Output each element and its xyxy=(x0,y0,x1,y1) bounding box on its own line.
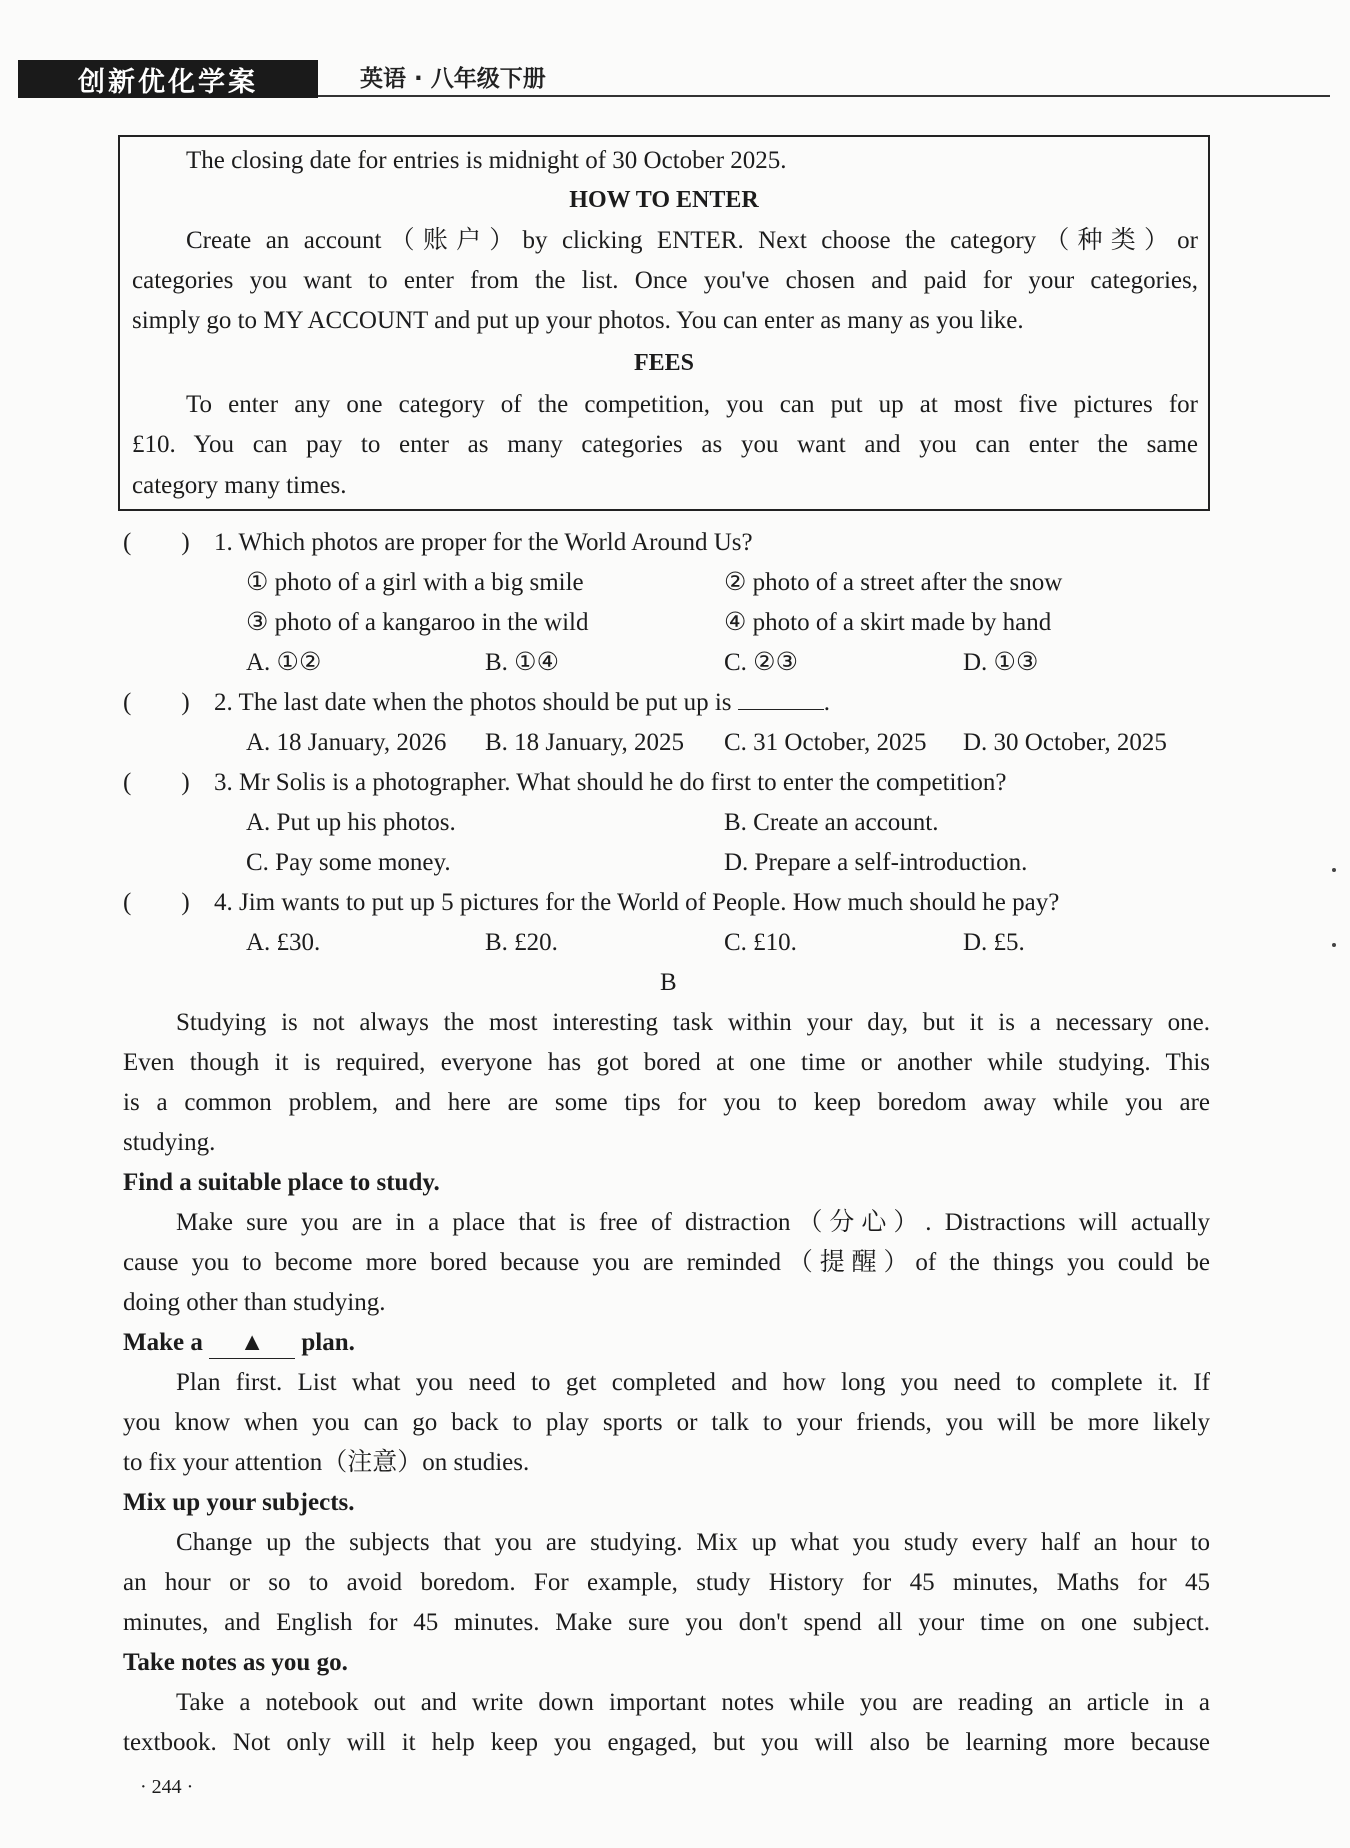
passage-line: Make sure you are in a place that is free of distraction（分心）. Distractions will actually xyxy=(176,1209,1210,1236)
book-subject: 英语 · 八年级下册 xyxy=(360,66,546,92)
q1-item: ③ photo of a kangaroo in the wild xyxy=(246,609,589,636)
q2-stem-end: . xyxy=(823,689,831,716)
fees-line: £10. You can pay to enter as many categories as you want and you can enter the same xyxy=(132,431,1198,458)
q3-option[interactable]: D. Prepare a self-introduction. xyxy=(724,849,1028,876)
q1-item: ② photo of a street after the snow xyxy=(724,569,1063,596)
passage-line: Even though it is required, everyone has got bored at one time or another while studying. This xyxy=(123,1049,1210,1076)
q2-option[interactable]: A. 18 January, 2026 xyxy=(246,729,447,756)
q4-option[interactable]: B. £20. xyxy=(485,929,558,956)
question-4-stem: 4. Jim wants to put up 5 pictures for the World of People. How much should he pay? xyxy=(214,889,1060,916)
q1-item: ④ photo of a skirt made by hand xyxy=(724,609,1052,636)
q3-option[interactable]: B. Create an account. xyxy=(724,809,939,836)
passage-line: studying. xyxy=(123,1129,216,1156)
question-1-stem: 1. Which photos are proper for the World Around Us? xyxy=(214,529,753,556)
answer-blank[interactable] xyxy=(738,689,824,710)
q1-option[interactable]: A. ①② xyxy=(246,649,322,676)
triangle-blank[interactable]: ▲ xyxy=(209,1328,295,1359)
answer-paren[interactable]: ( ) xyxy=(123,889,190,916)
fees-line: category many times. xyxy=(132,472,347,499)
passage-label: B xyxy=(660,969,677,996)
passage-line: Take a notebook out and write down important notes while you are reading an article in a xyxy=(176,1689,1210,1716)
answer-paren[interactable]: ( ) xyxy=(123,769,190,796)
question-3-stem: 3. Mr Solis is a photographer. What should he do first to enter the competition? xyxy=(214,769,1007,796)
passage-line: minutes, and English for 45 minutes. Make sure you don't spend all your time on one subject. xyxy=(123,1609,1210,1636)
passage-line: an hour or so to avoid boredom. For example, study History for 45 minutes, Maths for 45 xyxy=(123,1569,1210,1596)
tip-heading: Find a suitable place to study. xyxy=(123,1169,440,1196)
tip-heading: Take notes as you go. xyxy=(123,1649,348,1676)
how-to-enter-line: simply go to MY ACCOUNT and put up your photos. You can enter as many as you like. xyxy=(132,307,1024,334)
how-to-enter-line: Create an account（账户）by clicking ENTER. Next choose the category（种类）or xyxy=(186,227,1198,254)
tip-heading-text: Make a xyxy=(123,1329,203,1356)
fees-line: To enter any one category of the competition, you can put up at most five pictures for xyxy=(186,391,1198,418)
q2-stem-text: 2. The last date when the photos should be put up is xyxy=(214,689,732,716)
scan-mark xyxy=(1332,943,1336,947)
q3-option[interactable]: A. Put up his photos. xyxy=(246,809,456,836)
answer-paren[interactable]: ( ) xyxy=(123,689,190,716)
q1-option[interactable]: C. ②③ xyxy=(724,649,798,676)
header-divider xyxy=(318,95,1330,97)
passage-line: Change up the subjects that you are studying. Mix up what you study every half an hour to xyxy=(176,1529,1210,1556)
how-to-enter-heading: HOW TO ENTER xyxy=(569,187,759,213)
q4-option[interactable]: D. £5. xyxy=(963,929,1025,956)
page-number: · 244 · xyxy=(140,1776,194,1798)
passage-line: Plan first. List what you need to get completed and how long you need to complete it. If xyxy=(176,1369,1210,1396)
q4-option[interactable]: C. £10. xyxy=(724,929,797,956)
q1-item: ① photo of a girl with a big smile xyxy=(246,569,584,596)
q1-option[interactable]: D. ①③ xyxy=(963,649,1039,676)
passage-line: doing other than studying. xyxy=(123,1289,386,1316)
q2-option[interactable]: B. 18 January, 2025 xyxy=(485,729,685,756)
q4-option[interactable]: A. £30. xyxy=(246,929,321,956)
tip-heading-text: plan. xyxy=(301,1329,355,1356)
tip-heading xyxy=(123,1328,355,1359)
q2-option[interactable]: C. 31 October, 2025 xyxy=(724,729,927,756)
passage-line: cause you to become more bored because you are reminded（提醒）of the things you could be xyxy=(123,1249,1210,1276)
how-to-enter-line: categories you want to enter from the list. Once you've chosen and paid for your categories, xyxy=(132,267,1198,294)
passage-line: is a common problem, and here are some tips for you to keep boredom away while you are xyxy=(123,1089,1210,1116)
answer-paren[interactable]: ( ) xyxy=(123,529,190,556)
passage-line: Studying is not always the most interesting task within your day, but it is a necessary one. xyxy=(176,1009,1210,1036)
passage-line: you know when you can go back to play sports or talk to your friends, you will be more likely xyxy=(123,1409,1210,1436)
q2-option[interactable]: D. 30 October, 2025 xyxy=(963,729,1167,756)
closing-date-text: The closing date for entries is midnight of 30 October 2025. xyxy=(186,147,787,174)
passage-line: textbook. Not only will it help keep you engaged, but you will also be learning more because xyxy=(123,1729,1210,1756)
scan-mark xyxy=(1332,868,1336,872)
fees-heading: FEES xyxy=(633,350,695,376)
question-2-stem xyxy=(214,688,830,718)
series-logo: 创新优化学案 xyxy=(18,60,318,98)
q3-option[interactable]: C. Pay some money. xyxy=(246,849,451,876)
q1-option[interactable]: B. ①④ xyxy=(485,649,559,676)
tip-heading: Mix up your subjects. xyxy=(123,1489,355,1516)
passage-line: to fix your attention（注意）on studies. xyxy=(123,1449,530,1476)
